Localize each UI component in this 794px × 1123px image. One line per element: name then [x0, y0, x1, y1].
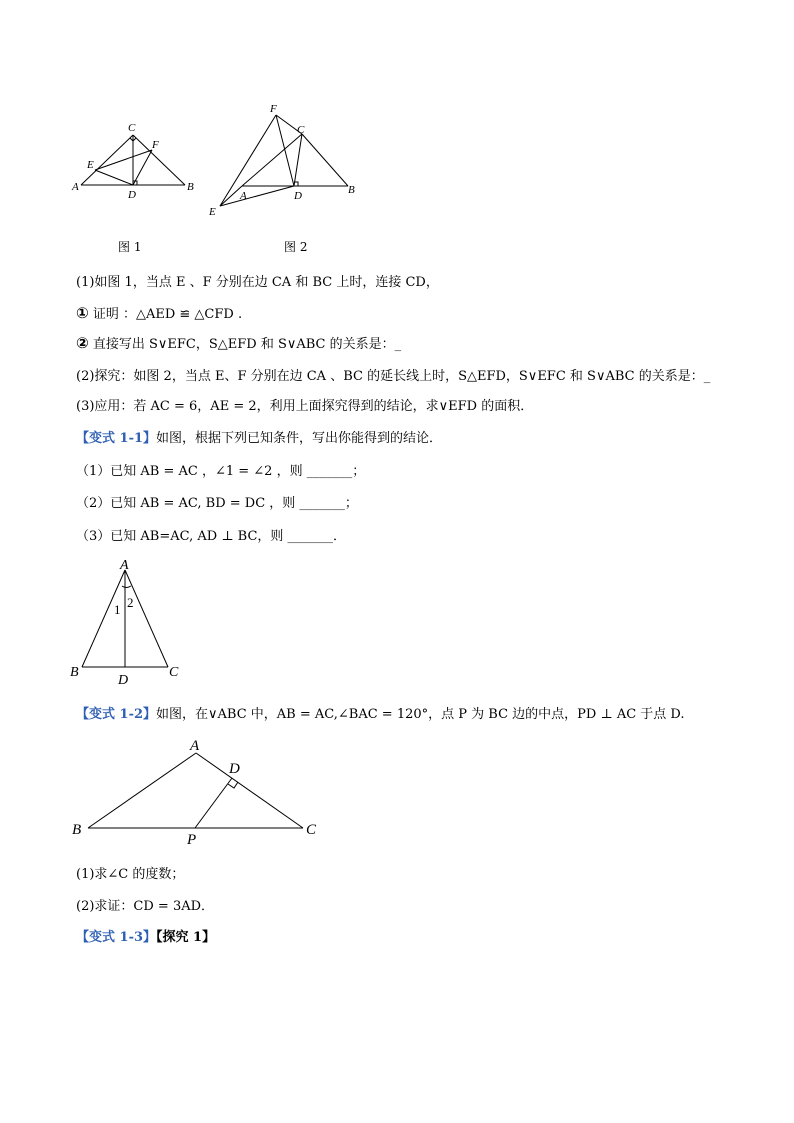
figure-2-caption: 图 2	[284, 240, 308, 254]
variant-1-1-item-2: （2）已知 AB = AC, BD = DC ，则 _______；	[76, 496, 358, 511]
variant-1-1-text: 如图，根据下列已知条件，写出你能得到的结论．	[156, 431, 443, 446]
fig3-angle-arc	[122, 586, 131, 588]
explore-1-tag: 【探究 1】	[156, 930, 216, 945]
variant-1-1-item-3: （3）已知 AB=AC, AD ⊥ BC，则 _______．	[76, 529, 347, 544]
variant-1-1-tag: 【变式 1-1】	[76, 431, 157, 446]
fig2-label-d: D	[294, 190, 302, 202]
fig3-label-angle-2: 2	[127, 595, 134, 610]
fig4-right-angle-d	[228, 782, 238, 788]
fig3-label-c: C	[169, 665, 179, 680]
fig3-label-angle-1: 1	[114, 602, 121, 617]
figure-2	[200, 100, 365, 220]
fig1-label-b: B	[187, 181, 194, 193]
circled-number-2: ②	[76, 334, 89, 352]
fig4-label-a: A	[190, 738, 200, 754]
question-1-intro: (1)如图 1，当点 E 、F 分别在边 CA 和 BC 上时，连接 CD，	[76, 275, 439, 290]
fig2-label-f: F	[270, 103, 277, 115]
variant-1-1-heading	[76, 430, 442, 448]
fig1-label-c: C	[128, 122, 136, 134]
fig2-segment-cb	[302, 134, 348, 186]
fig2-segment-cd	[294, 134, 302, 186]
fig3-segment-ac	[125, 570, 168, 667]
fig3-label-b: B	[70, 665, 79, 680]
fig2-label-a: A	[240, 190, 247, 202]
fig2-segment-fe	[220, 115, 276, 206]
fig1-segment-cb	[133, 135, 185, 185]
fig4-segment-ac	[196, 753, 303, 828]
fig2-segment-ca	[242, 134, 302, 186]
fig1-label-f: F	[152, 139, 159, 151]
variant-1-1-item-1: （1）已知 AB = AC ，∠1 = ∠2 ，则 _______；	[76, 464, 366, 479]
question-1-part-1	[76, 304, 242, 324]
variant-1-2-text: 如图，在∨ABC 中，AB = AC,∠BAC = 120°，点 P 为 BC 边的中点，PD ⊥ AC 于点 D.	[156, 707, 685, 722]
fig4-label-d: D	[229, 761, 240, 777]
variant-1-2-tag: 【变式 1-2】	[76, 707, 157, 722]
figure-1	[68, 120, 208, 205]
fig3-segment-ab	[82, 570, 125, 667]
fig2-label-b: B	[348, 184, 355, 196]
fig4-label-c: C	[306, 822, 317, 838]
variant-1-2-question-1: (1)求∠C 的度数；	[76, 867, 185, 882]
fig2-label-e: E	[209, 206, 216, 218]
variant-1-3-heading	[76, 929, 215, 947]
question-3: (3)应用：若 AC = 6，AE = 2，利用上面探究得到的结论，求∨EFD 的面积．	[76, 399, 534, 414]
fig1-label-d: D	[128, 189, 136, 201]
figure-4	[66, 734, 328, 852]
fig1-label-e: E	[87, 159, 94, 171]
variant-1-2-heading	[76, 706, 685, 724]
fig4-segment-pd	[195, 778, 232, 828]
question-1-part-1-text: 证明 ：△AED ≌ △CFD .	[88, 307, 243, 322]
question-1-part-2-text: 直接写出 S∨EFC，S△EFD 和 S∨ABC 的关系是：_	[88, 337, 402, 352]
figure-3	[66, 556, 196, 690]
fig4-label-p: P	[187, 832, 197, 848]
variant-1-3-tag: 【变式 1-3】	[76, 930, 157, 945]
fig1-segment-ed	[95, 170, 133, 185]
fig3-label-d: D	[118, 673, 129, 688]
fig3-label-a: A	[120, 558, 129, 573]
circled-number-1: ①	[76, 304, 89, 322]
figure-1-caption: 图 1	[118, 240, 142, 254]
fig2-label-c: C	[297, 124, 305, 136]
question-2: (2)探究：如图 2，当点 E、F 分别在边 CA 、BC 的延长线上时，S△EFD，S∨EFC 和 S∨ABC 的关系是：_	[76, 369, 711, 384]
question-1-part-2	[76, 334, 401, 354]
fig1-segment-ef	[95, 150, 152, 170]
fig4-label-b: B	[72, 822, 82, 838]
fig4-segment-ba	[88, 753, 196, 828]
variant-1-2-question-2: (2)求证：CD = 3AD．	[76, 899, 215, 914]
fig1-label-a: A	[72, 181, 79, 193]
